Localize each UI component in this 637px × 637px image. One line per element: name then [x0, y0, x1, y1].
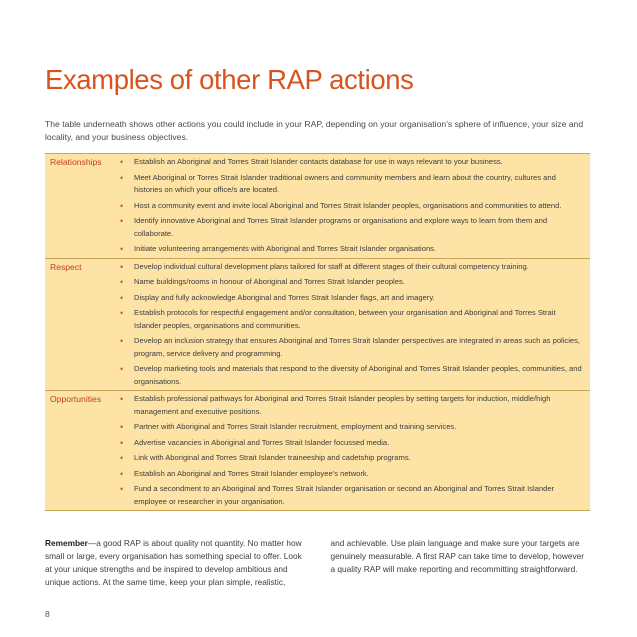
bullet-dot-icon: •: [120, 484, 124, 494]
section-relationships: [45, 154, 590, 259]
action-text: Meet Aboriginal or Torres Strait Islander traditional owners and community members and learn about the country, cultures and histories on which your office/s are located.: [134, 172, 556, 194]
section-label: Relationships: [50, 157, 102, 167]
action-text: Link with Aboriginal and Torres Strait Islander traineeship and cadetship programs.: [134, 453, 411, 462]
list-item: [120, 421, 584, 434]
section-respect: [45, 259, 590, 392]
action-text: Establish professional pathways for Aboriginal and Torres Strait Islander peoples by setting targets for induction, middle/high management and executive positions.: [134, 394, 551, 416]
action-text: Develop individual cultural development plans tailored for staff at different stages of their cultural competency training.: [134, 261, 529, 271]
bullet-dot-icon: •: [120, 200, 124, 211]
remember-lead: Remember: [45, 538, 88, 548]
action-text: Establish an Aboriginal and Torres Strait Islander contacts database for use in ways relevant to your business.: [134, 157, 503, 166]
list-item: [120, 468, 584, 481]
list-item: [120, 437, 584, 450]
bullet-dot-icon: •: [120, 216, 124, 226]
list-item: [120, 215, 584, 240]
bullet-dot-icon: •: [120, 422, 124, 432]
page-title: Examples of other RAP actions: [45, 64, 414, 95]
action-text: Develop marketing tools and materials that respond to the diversity of Aboriginal and Torres Strait Islander peoples, communities, and organisations.: [134, 364, 582, 386]
list-item: [120, 243, 584, 256]
bullet-dot-icon: •: [120, 277, 124, 287]
bullet-dot-icon: •: [120, 244, 124, 254]
list-item: [120, 156, 584, 169]
action-text: Host a community event and invite local Aboriginal and Torres Strait Islander peoples, organisations and communities to attend.: [134, 200, 562, 210]
list-item: [120, 393, 584, 418]
bullet-dot-icon: •: [120, 308, 124, 318]
action-text: Initiate volunteering arrangements with Aboriginal and Torres Strait Islander organisations.: [134, 244, 437, 253]
page-number: 8: [45, 609, 50, 619]
list-item: [120, 200, 584, 213]
section-opportunities: [45, 391, 590, 511]
rap-actions-table: [45, 153, 590, 511]
action-text: Partner with Aboriginal and Torres Strait Islander recruitment, employment and training services.: [134, 422, 457, 431]
section-label: Opportunities: [50, 394, 102, 404]
action-text: Establish an Aboriginal and Torres Strait Islander employee’s network.: [134, 468, 369, 478]
remember-column-2: [331, 537, 591, 589]
list-item: [120, 172, 584, 197]
list-item: [120, 261, 584, 274]
bullet-dot-icon: •: [120, 364, 124, 374]
bullet-dot-icon: •: [120, 172, 124, 183]
action-text: Name buildings/rooms in honour of Aboriginal and Torres Strait Islander peoples.: [134, 277, 405, 286]
remember-note: [45, 537, 590, 589]
intro-paragraph: The table underneath shows other actions you could include in your RAP, depending on your organisation’s sphere of influence, your size and locality, and your business objectives.: [45, 119, 584, 142]
bullet-dot-icon: •: [120, 336, 124, 346]
action-text: Identify innovative Aboriginal and Torres Strait Islander programs or organisations and explore ways to learn from them and collaborate.: [134, 216, 548, 238]
bullet-dot-icon: •: [120, 157, 124, 167]
list-item: [120, 483, 584, 508]
action-list: [120, 154, 590, 258]
bullet-dot-icon: •: [120, 437, 124, 448]
section-label: Respect: [50, 261, 82, 272]
bullet-dot-icon: •: [120, 261, 124, 272]
action-list: [120, 391, 590, 510]
remember-text-1: —a good RAP is about quality not quantity. No matter how small or large, every organisation has something special to offer. Look at your unique strengths and be inspired to develop ambitious and unique actions. At the same time, keep your plan simple, realistic,: [45, 538, 302, 587]
bullet-dot-icon: •: [120, 394, 124, 404]
action-text: Advertise vacancies in Aboriginal and Torres Strait Islander focussed media.: [134, 437, 390, 447]
action-list: [120, 259, 590, 391]
list-item: [120, 276, 584, 289]
action-text: Fund a secondment to an Aboriginal and Torres Strait Islander organisation or second an Aboriginal and Torres Strait Islander employee or researcher in your organisation.: [134, 484, 555, 506]
list-item: [120, 307, 584, 332]
list-item: [120, 363, 584, 388]
action-text: Develop an inclusion strategy that ensures Aboriginal and Torres Strait Islander perspectives are integrated in areas such as policies, program, service delivery and programming.: [134, 336, 581, 358]
remember-column-1: [45, 537, 305, 589]
action-text: Establish protocols for respectful engagement and/or consultation, between your organisation and Aboriginal and Torres Strait Islander peoples, organisations and communities.: [134, 308, 556, 330]
bullet-dot-icon: •: [120, 292, 124, 303]
list-item: [120, 292, 584, 305]
action-text: Display and fully acknowledge Aboriginal and Torres Strait Islander flags, art and imagery.: [134, 292, 435, 302]
bullet-dot-icon: •: [120, 453, 124, 463]
list-item: [120, 335, 584, 360]
remember-text-2: and achievable. Use plain language and make sure your targets are genuinely measurable. A first RAP can take time to develop, however a quality RAP will make reporting and recommitting straightforward.: [330, 538, 585, 574]
list-item: [120, 452, 584, 465]
bullet-dot-icon: •: [120, 468, 124, 479]
